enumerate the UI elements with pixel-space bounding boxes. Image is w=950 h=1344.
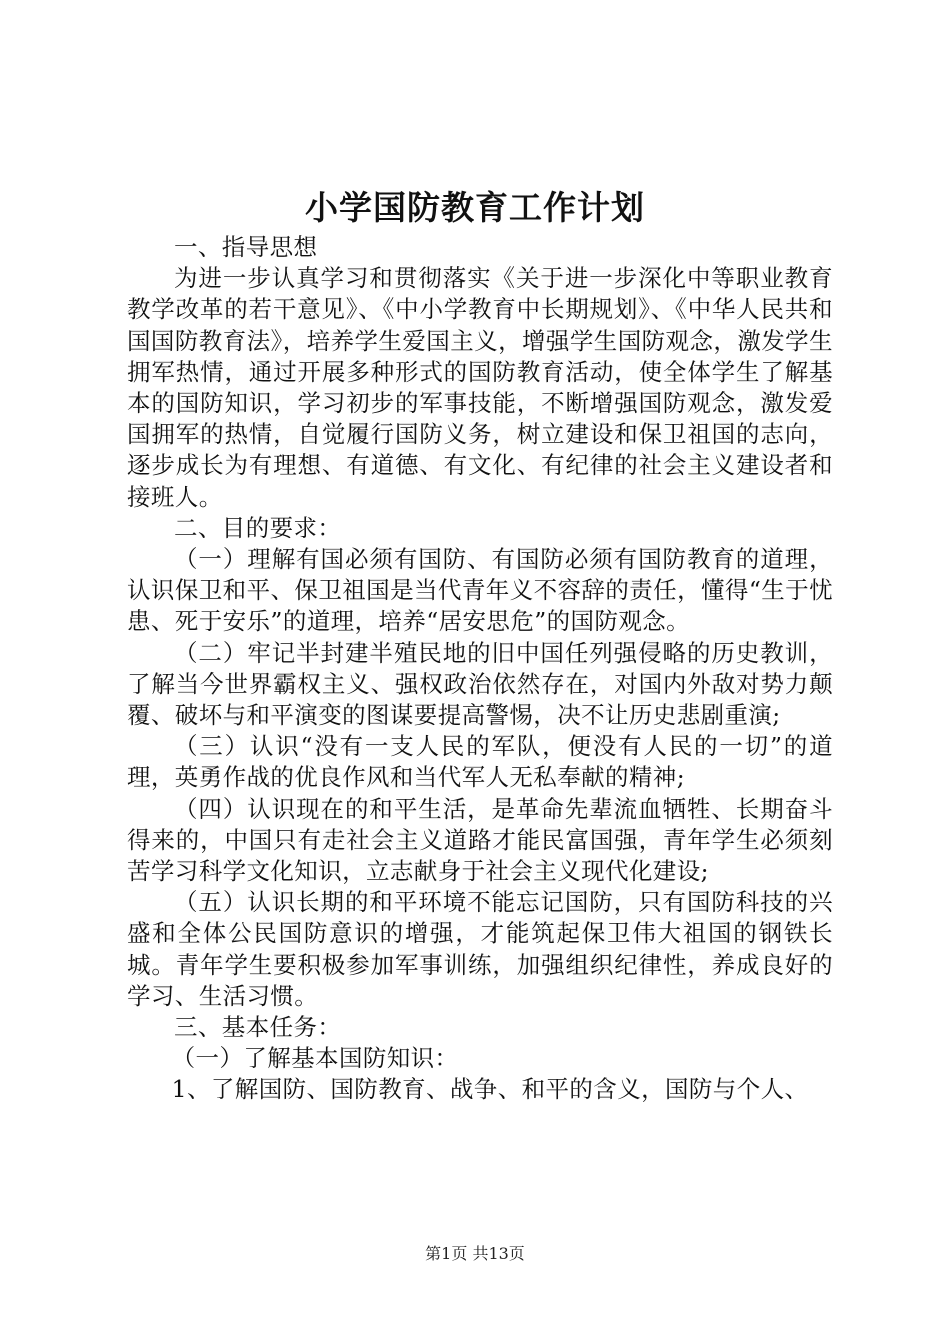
document-title: 小学国防教育工作计划 [305,188,645,227]
objective-item-3: （三）认识“没有一支人民的军队，便没有人民的一切”的道理，英勇作战的优良作风和当代军人无私奉献的精神; [127,732,833,792]
section-heading-guiding-thought: 一、指导思想 [174,233,318,261]
objective-item-1: （一）理解有国必须有国防、有国防必须有国防教育的道理，认识保卫和平、保卫祖国是当代青年义不容辞的责任，懂得“生于忧患、死于安乐”的道理，培养“居安思危”的国防观念。 [127,545,833,636]
task-subheading-1: （一）了解基本国防知识： [171,1044,459,1073]
section-heading-objectives: 二、目的要求： [174,513,342,542]
objective-item-2: （二）牢记半封建半殖民地的旧中国任列强侵略的历史教训，了解当今世界霸权主义、强权政治依然存在，对国内外敌对势力颠覆、破坏与和平演变的图谋要提高警惕，决不让历史悲剧重演; [127,638,833,730]
objective-item-5: （五）认识长期的和平环境不能忘记国防，只有国防科技的兴盛和全体公民国防意识的增强，才能筑起保卫伟大祖国的钢铁长城。青年学生要积极参加军事训练，加强组织纪律性，养成良好的学习、生活习惯。 [127,888,833,1010]
paragraph-guiding-thought: 为进一步认真学习和贯彻落实《关于进一步深化中等职业教育教学改革的若干意见》、《中小学教育中长期规划》、《中华人民共和国国防教育法》，培养学生爱国主义，增强学生国防观念，激发学生拥军热情，通过开展多种形式的国防教育活动，使全体学生了解基本的国防知识，学习初步的军事技能，不断增强国防观念，激发爱国拥军的热情，自觉履行国防义务，树立建设和保卫祖国的志向，逐步成长为有理想、有道德、有文化、有纪律的社会主义建设者和接班人。 [127,264,833,511]
section-heading-basic-tasks: 三、基本任务： [174,1013,342,1042]
objective-item-4: （四）认识现在的和平生活，是革命先辈流血牺牲、长期奋斗得来的，中国只有走社会主义道路才能民富国强，青年学生必须刻苦学习科学文化知识，立志献身于社会主义现代化建设; [127,794,833,886]
page-footer: 第1页 共13页 [425,1244,525,1263]
task-item-1: 1、了解国防、国防教育、战争、和平的含义，国防与个人、 [171,1075,809,1104]
document-body [127,232,833,1106]
